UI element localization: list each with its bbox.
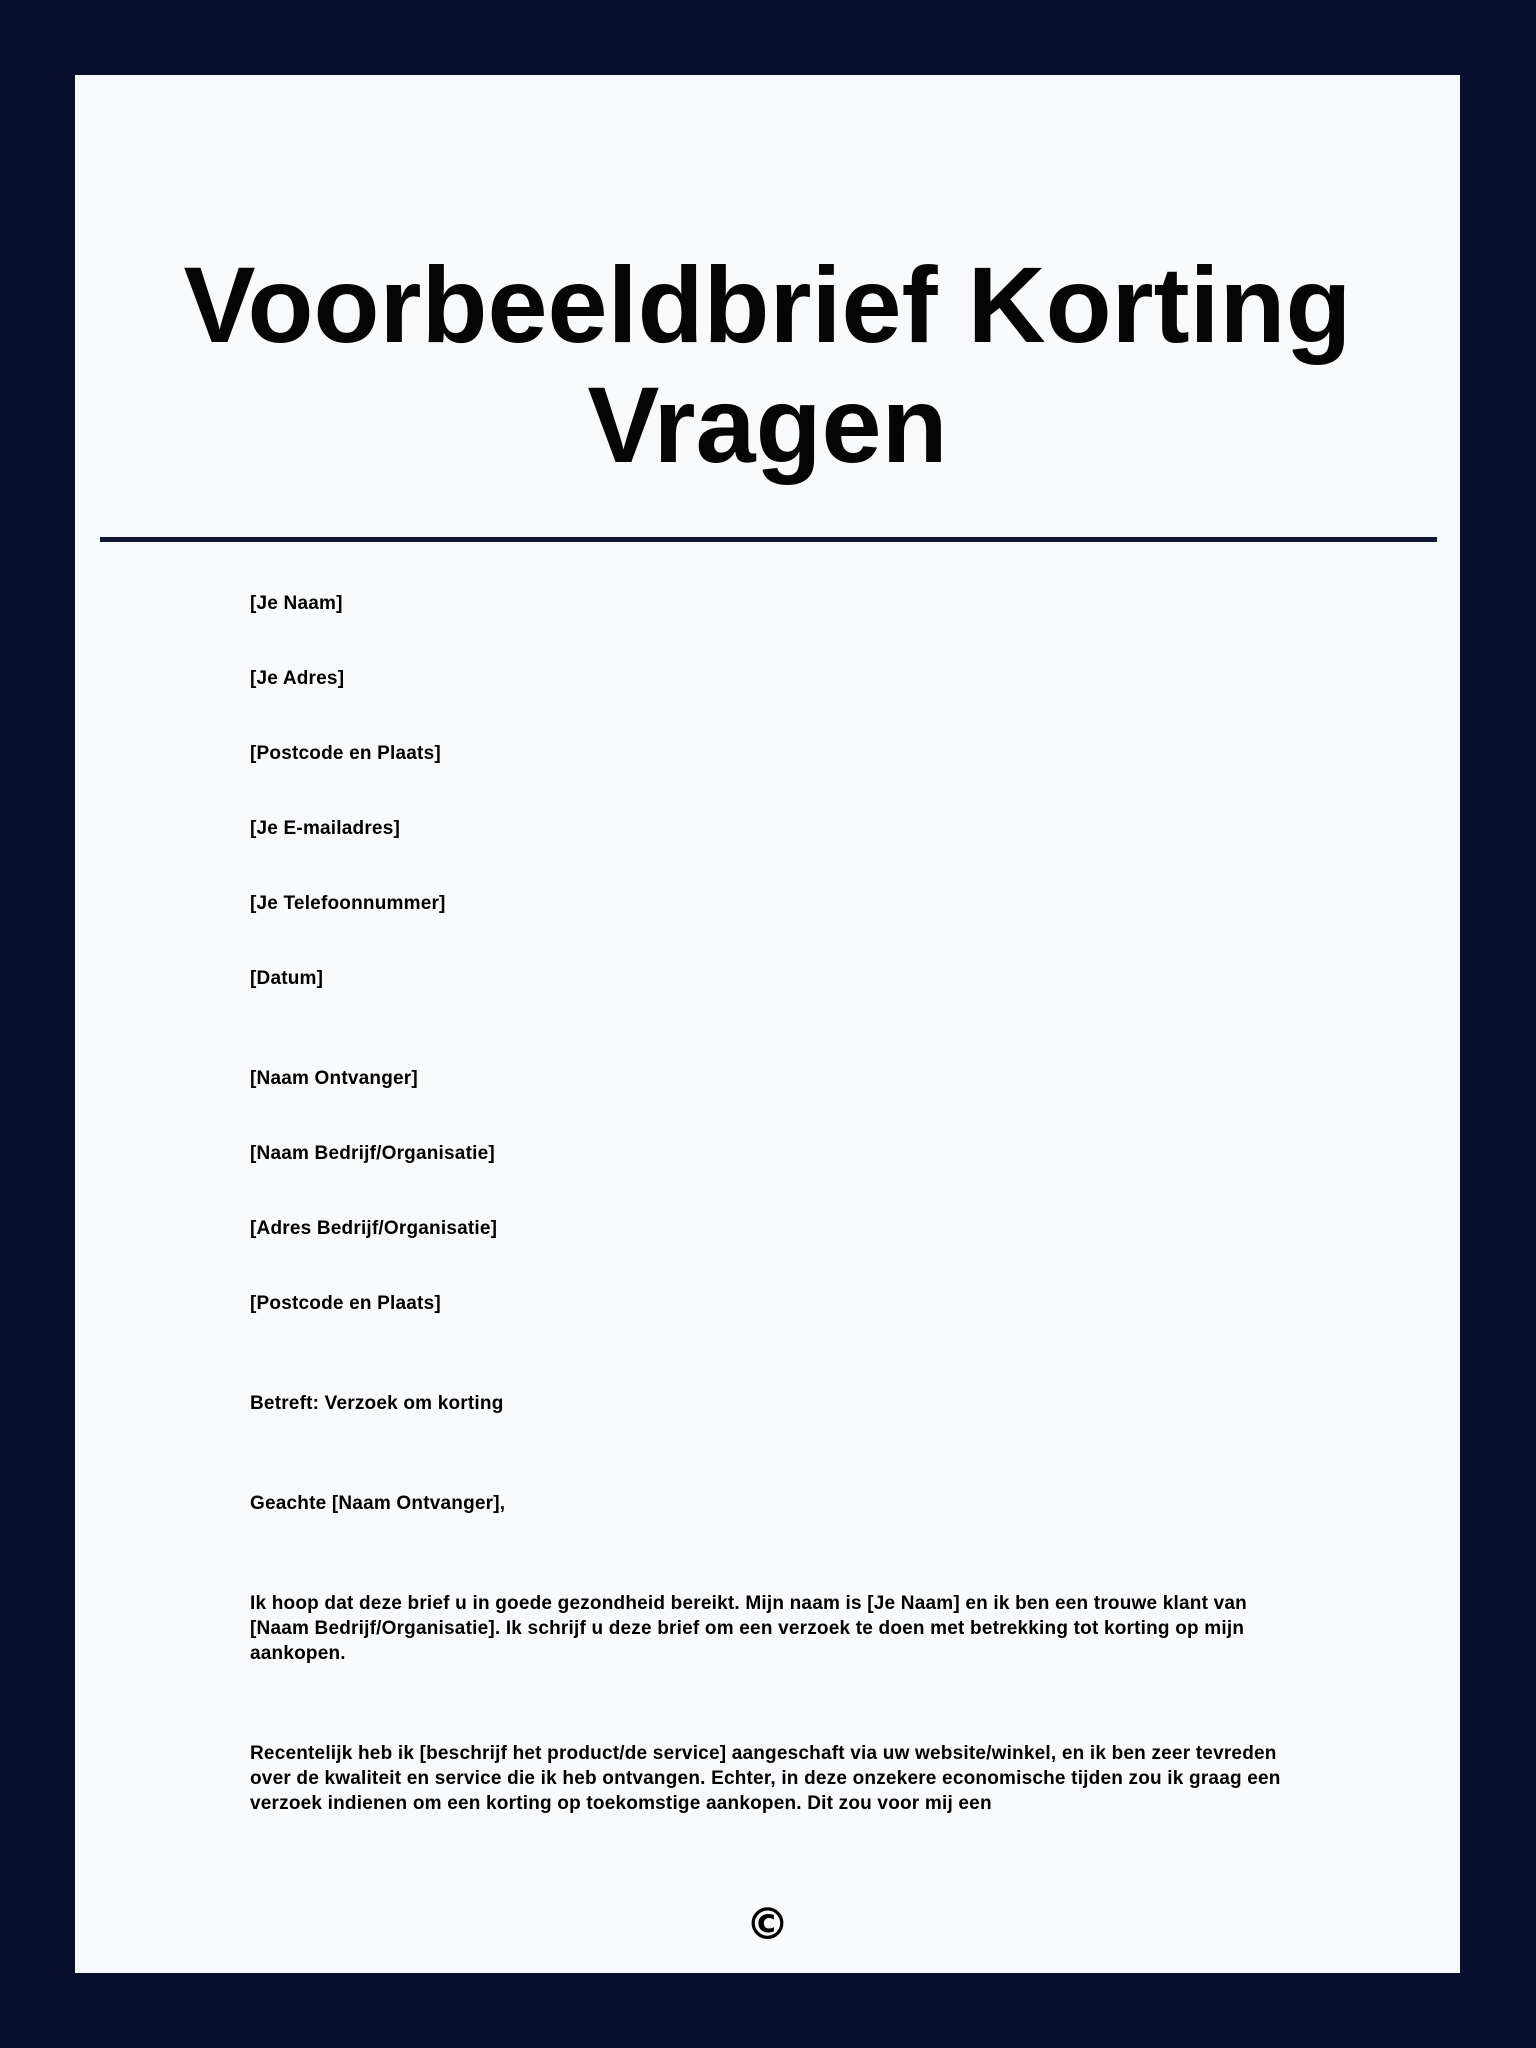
letter-salutation: Geachte [Naam Ontvanger], xyxy=(250,1493,506,1514)
letter-date: [Datum] xyxy=(250,968,324,989)
recipient-company-address: [Adres Bedrijf/Organisatie] xyxy=(250,1218,498,1239)
recipient-name: [Naam Ontvanger] xyxy=(250,1068,418,1089)
recipient-company: [Naam Bedrijf/Organisatie] xyxy=(250,1143,495,1164)
copyright-icon: © xyxy=(745,1899,790,1950)
sender-email: [Je E-mailadres] xyxy=(250,818,400,839)
sender-phone: [Je Telefoonnummer] xyxy=(250,893,446,914)
letter-paragraph: Ik hoop dat deze brief u in goede gezondheid bereikt. Mijn naam is [Je Naam] en ik ben een trouwe klant van [Naam Bedrijf/Organisatie]. Ik schrijf u deze brief om een verzoek te doen met betrekking tot korting op mijn aankopen. xyxy=(250,1593,1247,1664)
page-title: Voorbeeldbrief Korting Vragen xyxy=(183,244,1352,485)
recipient-postal-city: [Postcode en Plaats] xyxy=(250,1293,441,1314)
letter-paragraph: Recentelijk heb ik [beschrijf het product/de service] aangeschaft via uw website/winkel, en ik ben zeer tevreden over de kwaliteit en service die ik heb ontvangen. Echter, in deze onzekere economische tijden zou ik graag een verzoek indienen om een korting op toekomstige aankopen. Dit zou voor mij een xyxy=(250,1743,1281,1814)
sender-address: [Je Adres] xyxy=(250,668,345,689)
sender-name: [Je Naam] xyxy=(250,593,343,614)
letter-page xyxy=(75,75,1460,1973)
title-divider xyxy=(100,537,1437,542)
sender-postal-city: [Postcode en Plaats] xyxy=(250,743,441,764)
letter-subject: Betreft: Verzoek om korting xyxy=(250,1393,504,1414)
